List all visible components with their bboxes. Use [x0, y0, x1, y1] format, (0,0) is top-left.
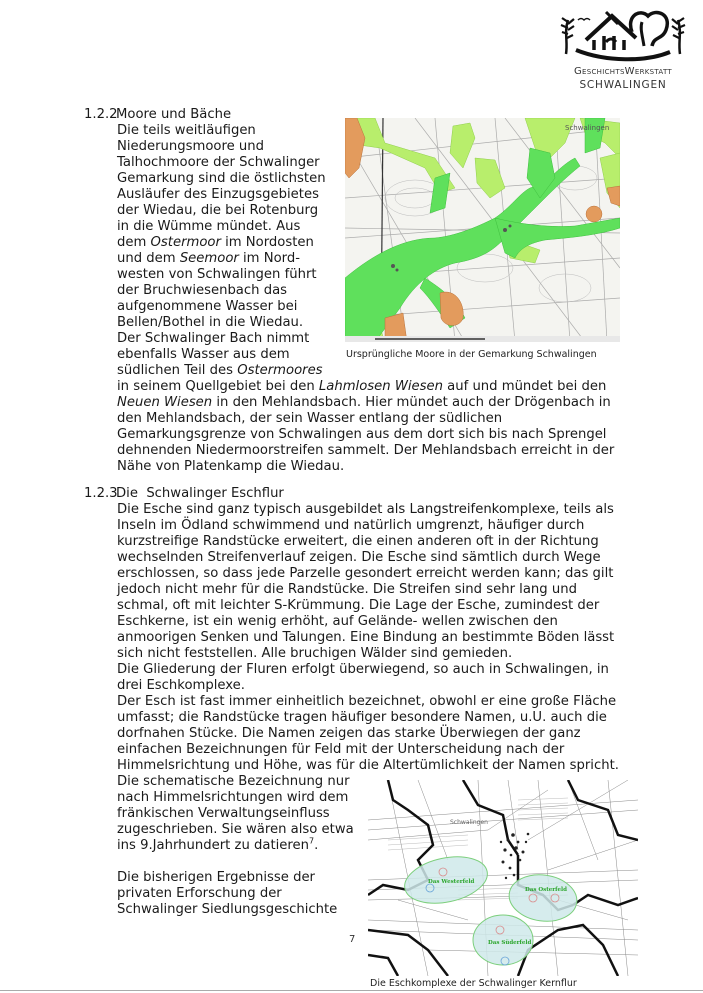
text-line: jedoch nicht mehr für die Randstücke. Die Streifen sind sehr lang und	[117, 582, 577, 597]
moor-map-caption: Ursprüngliche Moore in der Gemarkung Schwalingen	[346, 349, 597, 360]
section-heading-eschflur	[84, 486, 284, 502]
moor-map-image	[345, 118, 620, 342]
text-line: erschlossen, so dass jede Parzelle gesondert erreicht werden kann; das gilt	[117, 566, 614, 581]
text-line: Der Esch ist fast immer einheitlich bezeichnet, obwohl er eine große Fläche	[117, 694, 617, 709]
page-number: 7	[349, 934, 356, 945]
text-line: zugeschrieben. Sie wären also etwa	[117, 822, 354, 837]
text-line: Neuen Wiesen in den Mehlandsbach. Hier mündet auch der Drögenbach in	[117, 395, 611, 410]
text-line: Nähe von Platenkamp die Wiedau.	[117, 459, 345, 474]
text-line: anmoorigen Senken und Talungen. Eine Bindung an bestimmte Böden lässt	[117, 630, 615, 645]
field-label-suederfeld: Das Süderfeld	[488, 940, 532, 946]
section-number: 1.2.3	[84, 486, 118, 501]
text-line: in die Wümme mündet. Aus	[117, 219, 301, 234]
text-line: Bellen/Bothel in die Wiedau.	[117, 315, 304, 330]
eschflur-map-caption: Die Eschkomplexe der Schwalinger Kernflur	[370, 978, 577, 989]
text-line: dehnenden Niedermoorstreifen sammelt. Der Mehlandsbach erreicht in der	[117, 443, 615, 458]
text-line: Eschkerne, ist ein wenig erhöht, auf Gelände- wellen zwischen den	[117, 614, 558, 629]
text-line: privaten Erforschung der	[117, 886, 282, 901]
text-line: den Mehlandsbach, der sein Wasser entlang der südlichen	[117, 411, 503, 426]
moor-map-figure	[345, 118, 620, 342]
text-line: wechselnden Streifenverlauf zeigen. Die Esche sind sämtlich durch Wege	[117, 550, 601, 565]
org-name-line1: GeschichtsWerkstatt	[573, 66, 673, 77]
text-line: Talhochmoore der Schwalinger	[117, 155, 320, 170]
text-line: umfasst; die Randstücke tragen häufiger besondere Namen, u.U. auch die	[117, 710, 607, 725]
text-line: aufgenommene Wasser bei	[117, 299, 298, 314]
text-line: Gemarkung sind die östlichsten	[117, 171, 326, 186]
footer-divider	[0, 990, 703, 991]
field-label-westerfeld: Das Westerfeld	[428, 879, 475, 885]
section-heading-moore	[84, 107, 231, 123]
map-label-schwalingen: Schwalingen	[450, 819, 488, 826]
text-line: der Wiedau, die bei Rotenburg	[117, 203, 319, 218]
text-line: sich nicht feststellen. Alle bruchigen Wälder sind gemieden.	[117, 646, 513, 661]
text-line: kurzstreifige Randstücke erweitert, die einen anderen oft in der Richtung	[117, 534, 599, 549]
section-title: Die Schwalinger Eschflur	[116, 486, 284, 501]
text-line: Die Esche sind ganz typisch ausgebildet als Langstreifenkomplexe, teils als	[117, 502, 614, 517]
text-line: Die bisherigen Ergebnisse der	[117, 870, 315, 885]
text-line: Die Gliederung der Fluren erfolgt überwiegend, so auch in Schwalingen, in	[117, 662, 609, 677]
place-name-lahmlosen-wiesen: Lahmlosen Wiesen	[318, 379, 443, 394]
text-line: einfachen Bezeichnungen für Feld mit der Unterscheidung nach der	[117, 742, 565, 757]
footnote-ref[interactable]: 7	[309, 836, 315, 846]
place-name-seemoor: Seemoor	[179, 251, 239, 266]
text-line: Himmelsrichtung und Höhe, was für die Altertümlichkeit der Namen spricht.	[117, 758, 619, 773]
text-line: und dem Seemoor im Nord-	[117, 251, 300, 266]
section-title: Moore und Bäche	[116, 107, 232, 122]
org-name-line2: SCHWALINGEN	[579, 79, 667, 91]
text-line: dorfnahen Stücke. Die Namen zeigen das starke Überwiegen der ganz	[117, 726, 581, 741]
text-line: westen von Schwalingen führt	[117, 267, 317, 282]
text-line: nach Himmelsrichtungen wird dem	[117, 790, 349, 805]
place-name-neuen-wiesen: Neuen Wiesen	[117, 395, 213, 410]
text-line: Die schematische Bezeichnung nur	[117, 774, 350, 789]
text-line: fränkischen Verwaltungseinfluss	[117, 806, 330, 821]
geschichtswerkstatt-logo	[548, 6, 698, 92]
text-line: der Bruchwiesenbach das	[117, 283, 288, 298]
text-line: Gemarkungsgrenze von Schwalingen aus dem dort sich bis nach Sprengel	[117, 427, 607, 442]
text-line: in seinem Quellgebiet bei den Lahmlosen Wiesen auf und mündet bei den	[117, 379, 607, 394]
text-line: schmal, oft mit leichter S-Krümmung. Die Lage der Esche, zumindest der	[117, 598, 600, 613]
field-label-osterfeld: Das Osterfeld	[525, 887, 567, 893]
place-name-ostermoores: Ostermoores	[237, 363, 323, 378]
text-line: dem Ostermoor im Nordosten	[117, 235, 314, 250]
text-line: Niederungsmoore und	[117, 139, 265, 154]
eschflur-map-figure	[368, 780, 638, 976]
text-line: ebenfalls Wasser aus dem	[117, 347, 290, 362]
text-line: drei Eschkomplexe.	[117, 678, 245, 693]
text-line: Inseln im Ödland schwimmend und natürlich umgrenzt, häufiger durch	[117, 518, 585, 533]
text-line: Ausläufer des Einzugsgebietes	[117, 187, 319, 202]
eschflur-map-image	[368, 780, 638, 976]
text-line: Schwalinger Siedlungsgeschichte	[117, 902, 338, 917]
text-line: ins 9.Jahrhundert zu datieren$^7$.	[117, 836, 319, 853]
text-line: Die teils weitläufigen	[117, 123, 256, 138]
text-line: südlichen Teil des Ostermoores	[117, 363, 323, 378]
map-label-schwalingen: Schwalingen	[565, 124, 610, 132]
section-number: 1.2.2	[84, 107, 118, 122]
house-with-trees-logo-icon	[556, 6, 690, 64]
text-line: Der Schwalinger Bach nimmt	[117, 331, 310, 346]
place-name-ostermoor: Ostermoor	[150, 235, 221, 250]
